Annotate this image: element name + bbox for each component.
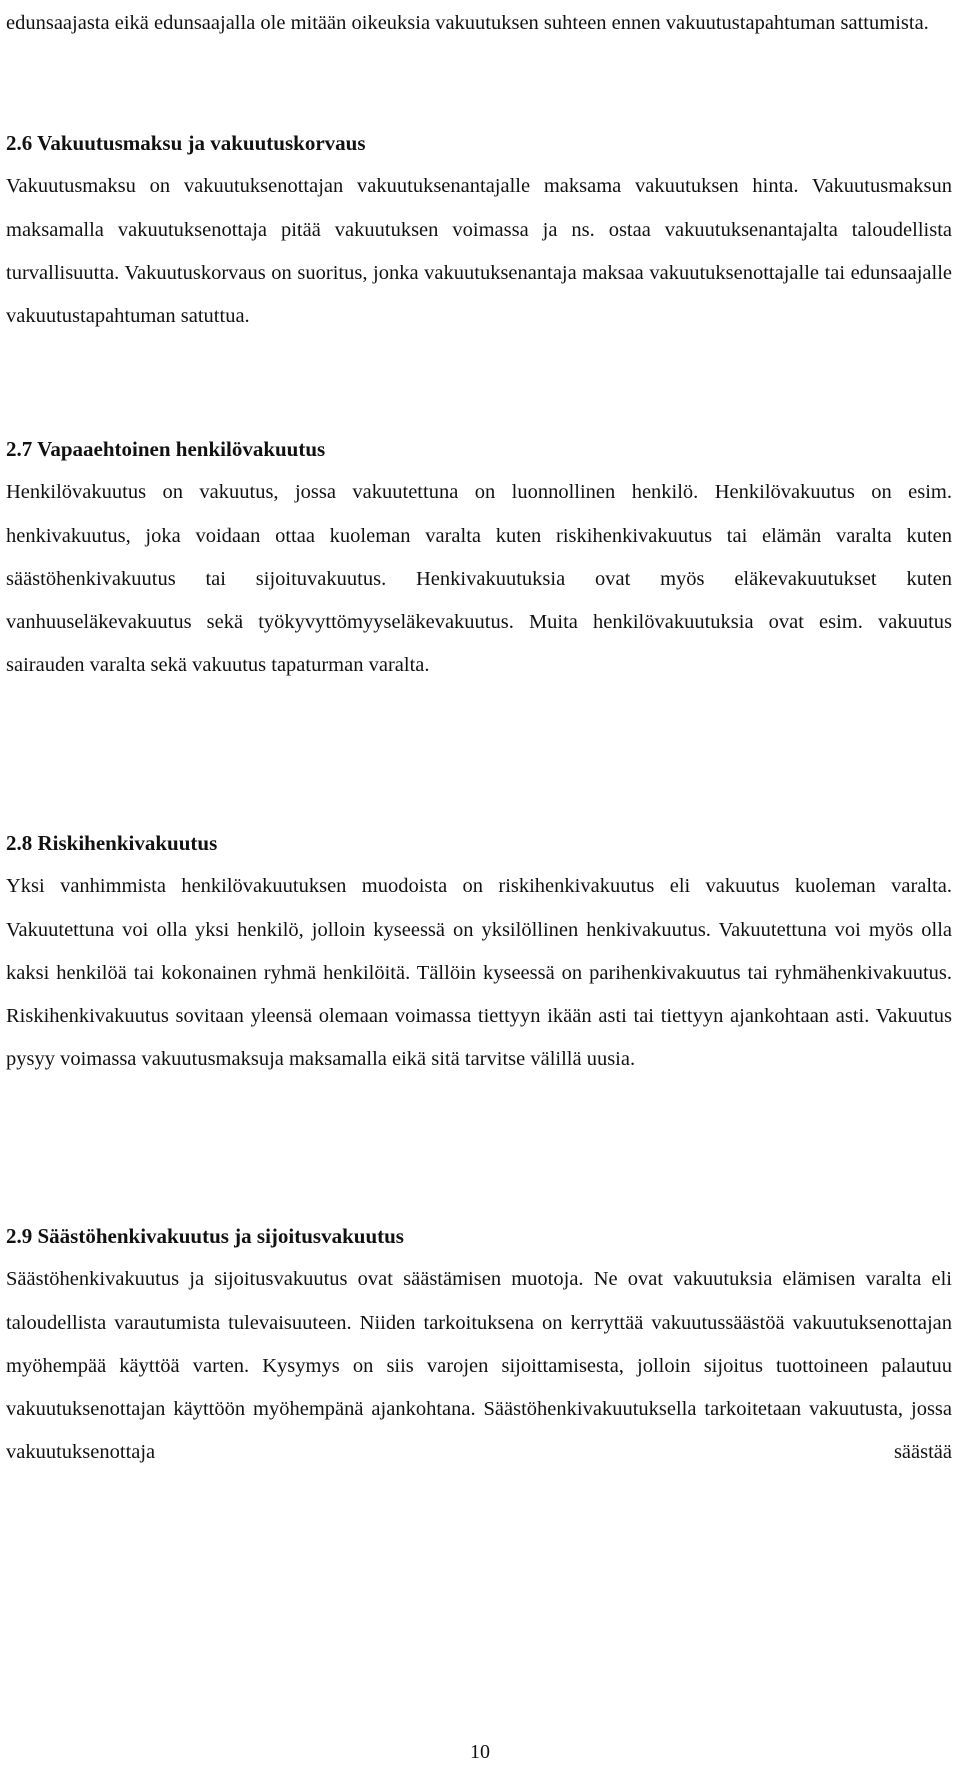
section-body: Henkilövakuutus on vakuutus, jossa vakuutettuna on luonnollinen henkilö. Henkilövakuutus on esim. henkivakuutus, joka voidaan ottaa kuoleman varalta kuten riskihenkivakuutus tai elämän varalta kuten säästöhenkivakuutus tai sijoituvakuutus. Henkivakuutuksia ovat myös eläkevakuutukset kuten vanhuuseläkevakuutus sekä työkyvyttömyyseläkevakuutus. Muita henkilövakuutuksia ovat esim. vakuutus sairauden varalta sekä vakuutus tapaturman varalta. — [6, 481, 952, 677]
section-heading: 2.6 Vakuutusmaksu ja vakuutuskorvaus — [6, 131, 366, 155]
section-heading: 2.7 Vapaaehtoinen henkilövakuutus — [6, 437, 326, 461]
section-heading: 2.9 Säästöhenkivakuutus ja sijoitusvakuutus — [6, 1224, 404, 1248]
section-2-8 — [6, 822, 952, 1082]
section-2-9 — [6, 1215, 952, 1475]
section-body: Säästöhenkivakuutus ja sijoitusvakuutus ovat säästämisen muotoja. Ne ovat vakuutuksia elämisen varalta eli taloudellista varautumista tulevaisuuteen. Niiden tarkoituksena on kerryttää vakuutussäästöä vakuutuksenottajan myöhempää käyttöä varten. Kysymys on siis varojen sijoittamisesta, jolloin sijoitus tuottoineen palautuu vakuutuksenottajan käyttöön myöhempänä ajankohtana. Säästöhenkivakuutuksella tarkoitetaan vakuutusta, jossa vakuutuksenottaja säästää — [6, 1268, 952, 1464]
section-2-6 — [6, 122, 952, 338]
intro-paragraph: edunsaajasta eikä edunsaajalla ole mitään oikeuksia vakuutuksen suhteen ennen vakuutustapahtuman sattumista. — [6, 12, 929, 34]
section-body: Yksi vanhimmista henkilövakuutuksen muodoista on riskihenkivakuutus eli vakuutus kuoleman varalta. Vakuutettuna voi olla yksi henkilö, jolloin kyseessä on yksilöllinen henkivakuutus. Vakuutettuna voi myös olla kaksi henkilöä tai kokonainen ryhmä henkilöitä. Tällöin kyseessä on parihenkivakuutus tai ryhmähenkivakuutus. Riskihenkivakuutus sovitaan yleensä olemaan voimassa tiettyyn ikään asti tai tiettyyn ajankohtaan asti. Vakuutus pysyy voimassa vakuutusmaksuja maksamalla eikä sitä tarvitse välillä uusia. — [6, 875, 952, 1071]
intro-block — [6, 2, 952, 45]
section-2-7 — [6, 428, 952, 688]
section-body: Vakuutusmaksu on vakuutuksenottajan vakuutuksenantajalle maksama vakuutuksen hinta. Vakuutusmaksun maksamalla vakuutuksenottaja pitää vakuutuksen voimassa ja ns. ostaa vakuutuksenantajalta taloudellista turvallisuutta. Vakuutuskorvaus on suoritus, jonka vakuutuksenantaja maksaa vakuutuksenottajalle tai edunsaajalle vakuutustapahtuman satuttua. — [6, 175, 952, 328]
section-heading: 2.8 Riskihenkivakuutus — [6, 831, 218, 855]
page-number: 10 — [470, 1741, 490, 1763]
